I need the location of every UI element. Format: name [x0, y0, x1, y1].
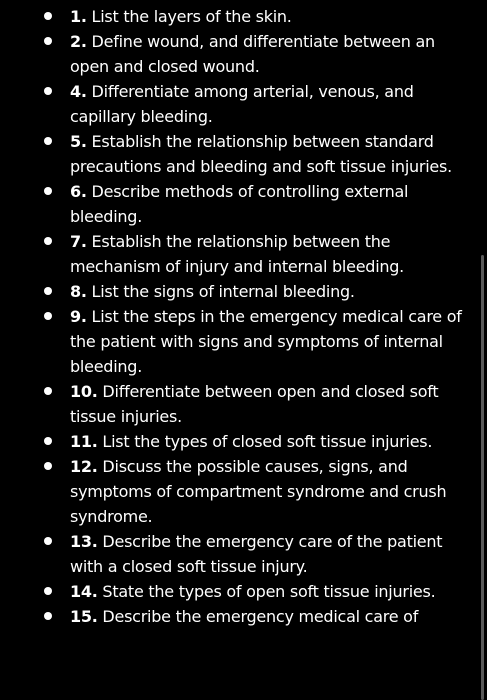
item-number: 7. [70, 232, 87, 251]
bullet-icon [44, 387, 52, 395]
item-number: 8. [70, 282, 87, 301]
bullet-icon [44, 187, 52, 195]
item-text: List the layers of the skin. [86, 7, 292, 26]
bullet-icon [44, 587, 52, 595]
bullet-icon [44, 312, 52, 320]
item-number: 15. [70, 607, 98, 626]
list-item [0, 529, 487, 579]
item-number: 4. [70, 82, 87, 101]
list-item [0, 429, 487, 454]
bullet-icon [44, 287, 52, 295]
list-item [0, 79, 487, 129]
list-item [0, 454, 487, 529]
scrollbar-thumb[interactable] [481, 255, 484, 700]
item-number: 5. [70, 132, 87, 151]
item-number: 13. [70, 532, 98, 551]
list-item [0, 179, 487, 229]
objectives-list [0, 4, 487, 629]
item-text: Discuss the possible causes, signs, and symptoms of compartment syndrome and crush syndrome. [70, 457, 447, 526]
item-text: Describe the emergency medical care of [97, 607, 419, 626]
item-text: List the types of closed soft tissue injuries. [97, 432, 433, 451]
item-text: Differentiate between open and closed soft tissue injuries. [70, 382, 439, 426]
item-text: Describe the emergency care of the patient with a closed soft tissue injury. [70, 532, 443, 576]
item-text: Establish the relationship between the mechanism of injury and internal bleeding. [70, 232, 405, 276]
bullet-icon [44, 462, 52, 470]
item-number: 9. [70, 307, 87, 326]
bullet-icon [44, 137, 52, 145]
list-item [0, 579, 487, 604]
bullet-icon [44, 12, 52, 20]
item-number: 6. [70, 182, 87, 201]
item-number: 10. [70, 382, 98, 401]
item-text: Describe methods of controlling external bleeding. [70, 182, 409, 226]
item-number: 2. [70, 32, 87, 51]
bullet-icon [44, 37, 52, 45]
bullet-icon [44, 437, 52, 445]
item-text: Differentiate among arterial, venous, and capillary bleeding. [70, 82, 414, 126]
item-number: 1. [70, 7, 87, 26]
list-item [0, 29, 487, 79]
list-item [0, 229, 487, 279]
item-number: 14. [70, 582, 98, 601]
bullet-icon [44, 237, 52, 245]
list-item [0, 129, 487, 179]
item-text: List the steps in the emergency medical care of the patient with signs and symptoms of internal bleeding. [70, 307, 462, 376]
item-text: List the signs of internal bleeding. [86, 282, 355, 301]
item-number: 12. [70, 457, 98, 476]
list-item [0, 279, 487, 304]
item-text: State the types of open soft tissue injuries. [97, 582, 436, 601]
list-item [0, 604, 487, 629]
list-item [0, 4, 487, 29]
item-text: Establish the relationship between standard precautions and bleeding and soft tissue injuries. [70, 132, 452, 176]
bullet-icon [44, 87, 52, 95]
list-item [0, 304, 487, 379]
bullet-icon [44, 612, 52, 620]
item-text: Define wound, and differentiate between an open and closed wound. [70, 32, 435, 76]
list-item [0, 379, 487, 429]
bullet-icon [44, 537, 52, 545]
item-number: 11. [70, 432, 98, 451]
